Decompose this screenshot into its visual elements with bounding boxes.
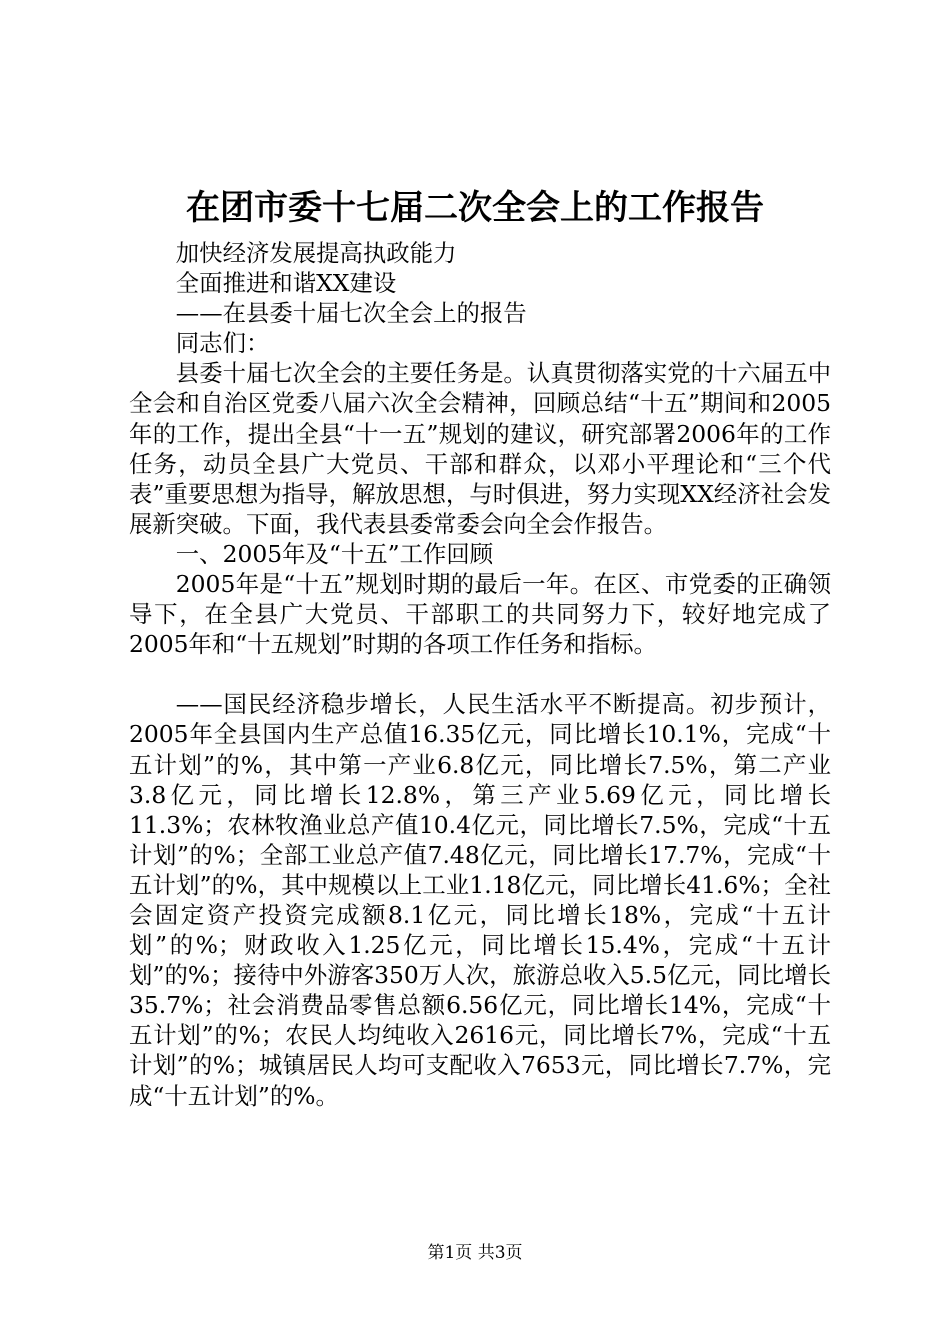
document-body: [129, 238, 831, 1111]
paragraph-economy: ——国民经济稳步增长，人民生活水平不断提高。初步预计，2005年全县国内生产总值16.35亿元，同比增长10.1%，完成“十五计划”的%，其中第一产业6.8亿元，同比增长7.5%，第二产业3.8亿元，同比增长12.8%，第三产业5.69亿元，同比增长11.3%；农林牧渔业总产值10.4亿元，同比增长7.5%，完成“十五计划”的%；全部工业总产值7.48亿元，同比增长17.7%，完成“十五计划”的%，其中规模以上工业1.18亿元，同比增长41.6%；全社会固定资产投资完成额8.1亿元，同比增长18%，完成“十五计划”的%；财政收入1.25亿元，同比增长15.4%，完成“十五计划”的%；接待中外游客350万人次，旅游总收入5.5亿元，同比增长35.7%；社会消费品零售总额6.56亿元，同比增长14%，完成“十五计划”的%；农民人均纯收入2616元，同比增长7%，完成“十五计划”的%；城镇居民人均可支配收入7653元，同比增长7.7%，完成“十五计划”的%。: [129, 690, 831, 1110]
subtitle-line-1: 加快经济发展提高执政能力: [175, 239, 457, 267]
paragraph-review: 2005年是“十五”规划时期的最后一年。在区、市党委的正确领导下，在全县广大党员、干部职工的共同努力下，较好地完成了2005年和“十五规划”时期的各项工作任务和指标。: [129, 570, 831, 659]
subtitle-line-3: ——在县委十届七次全会上的报告: [175, 299, 527, 328]
section-heading-1: 一、2005年及“十五”工作回顾: [175, 539, 494, 568]
page-footer: 第1页 共3页: [427, 1243, 523, 1263]
subtitle-line-2: 全面推进和谐XX建设: [175, 269, 397, 298]
paragraph-intro: 县委十届七次全会的主要任务是。认真贯彻落实党的十六届五中全会和自治区党委八届六次全会精神，回顾总结“十五”期间和2005年的工作，提出全县“十一五”规划的建议，研究部署2006年的工作任务，动员全县广大党员、干部和群众，以邓小平理论和“三个代表”重要思想为指导，解放思想，与时俱进，努力实现XX经济社会发展新突破。下面，我代表县委常委会向全会作报告。: [129, 359, 831, 538]
salutation: 同志们：: [175, 329, 270, 358]
document-title: 在团市委十七届二次全会上的工作报告: [186, 188, 764, 228]
